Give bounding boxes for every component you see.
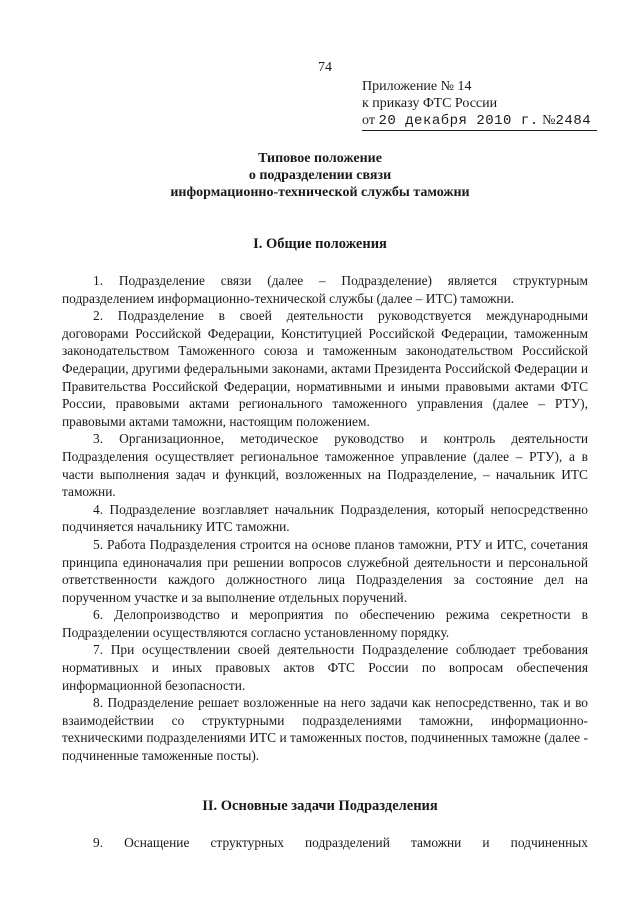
title-line-1: Типовое положение (258, 151, 382, 166)
page-number: 74 (318, 60, 332, 75)
paragraph-6: 6. Делопроизводство и мероприятия по обеспечению режима секретности в Подразделении осуществляются согласно установленному порядку. (62, 607, 588, 640)
paragraph-1: 1. Подразделение связи (далее – Подразделение) является структурным подразделением информационно-технической службы (далее – ИТС) таможни. (62, 273, 588, 306)
paragraph-7: 7. При осуществлении своей деятельности Подразделение соблюдает требования нормативных и иных правовых актов ФТС России по вопросам обеспечения информационной безопасности. (62, 642, 588, 693)
paragraph-2: 2. Подразделение в своей деятельности руководствуется международными договорами Российской Федерации, Конституцией Российской Федерации, таможенным законодательством Таможенного союза и таможенным законодательством Российской Федерации, другими федеральными законами, актами Президента Российской Федерации и Правительства Российской Федерации, нормативными и иными правовыми актами ФТС России, правовыми актами регионального таможенного управления (далее – РТУ), правовыми актами таможни, настоящим положением. (62, 308, 588, 429)
appendix-number-label: № (542, 113, 556, 128)
appendix-order-ref: к приказу ФТС России (362, 96, 498, 111)
appendix-date-handwritten: 20 декабря 2010 г. (378, 113, 539, 129)
appendix-number: Приложение № 14 (362, 79, 472, 94)
paragraph-3: 3. Организационное, методическое руководство и контроль деятельности Подразделения осуществляет региональное таможенное управление (далее – РТУ), а в части выполнения задач и функций, возложенных на Подразделение, – начальник ИТС таможни. (62, 431, 588, 500)
appendix-number-handwritten: 2484 (555, 113, 592, 129)
section-2-heading: II. Основные задачи Подразделения (202, 798, 438, 814)
appendix-from-label: от (362, 113, 375, 128)
paragraph-5: 5. Работа Подразделения строится на основе планов таможни, РТУ и ИТС, сочетания принципа единоначалия при решении вопросов служебной деятельности и персональной ответственности каждого должностного лица Подразделения за состояние дел на порученном участке и за выполнение отдельных поручений. (62, 536, 588, 605)
section-1-body (62, 272, 588, 765)
document-title (60, 150, 580, 201)
paragraph-4: 4. Подразделение возглавляет начальник Подразделения, который непосредственно подчиняется начальнику ИТС таможни. (62, 501, 588, 535)
appendix-date-line (362, 112, 597, 131)
section-1-heading: I. Общие положения (253, 236, 387, 252)
title-line-3: информационно-технической службы таможни (170, 185, 470, 200)
appendix-block (362, 78, 597, 131)
paragraph-8: 8. Подразделение решает возложенные на него задачи как непосредственно, так и во взаимодействии со структурными подразделениями таможни, информационно-техническими подразделениями ИТС и таможенных постов, подчиненных таможне (далее - подчиненные таможенные посты). (62, 695, 588, 764)
title-line-2: о подразделении связи (248, 168, 392, 183)
paragraph-9: 9. Оснащение структурных подразделений таможни и подчиненных (93, 835, 588, 850)
appendix-date-underline (362, 112, 597, 131)
